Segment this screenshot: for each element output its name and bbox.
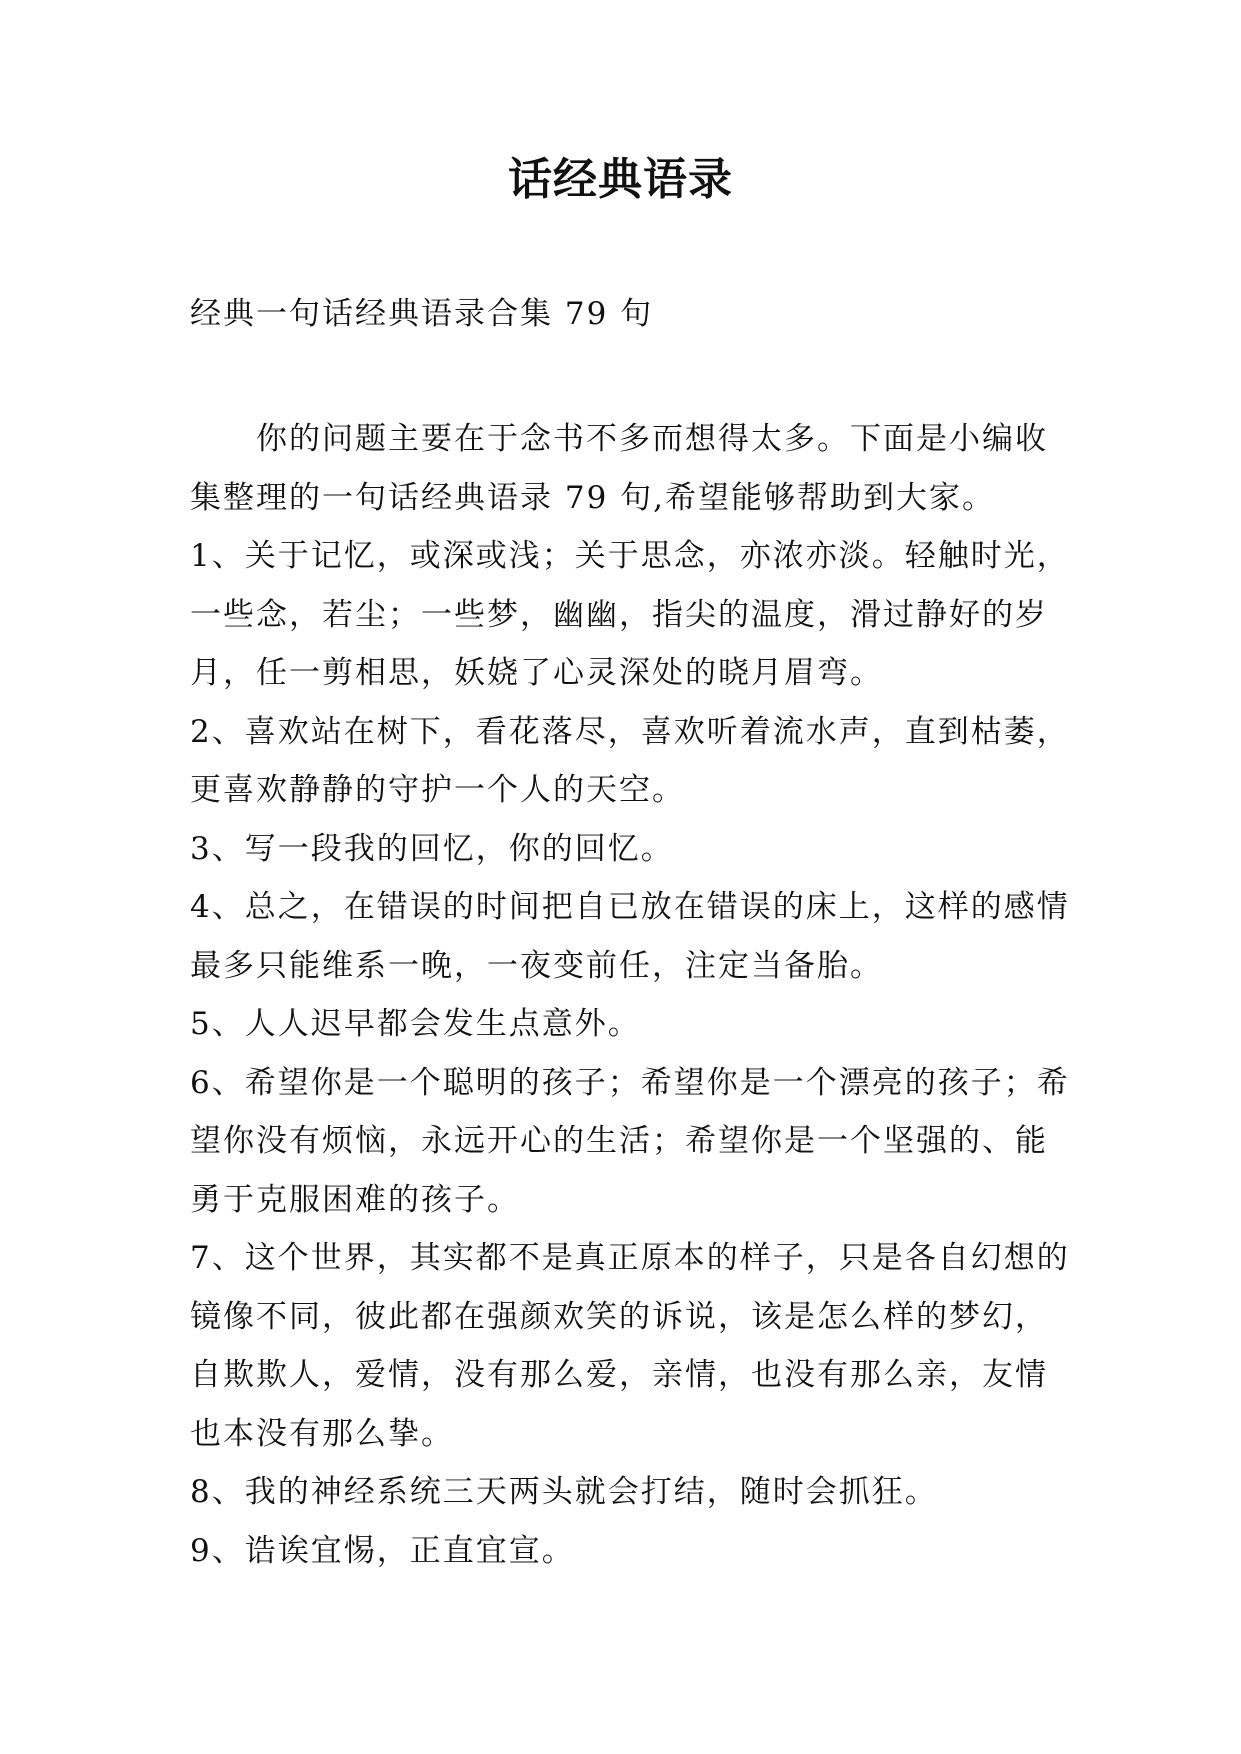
- quote-paragraph-4: 4、总之，在错误的时间把自已放在错误的床上，这样的感情最多只能维系一晚，一夜变前任，注定当备胎。: [190, 889, 1070, 984]
- quote-paragraph-6: 6、希望你是一个聪明的孩子；希望你是一个漂亮的孩子；希望你没有烦恼，永远开心的生活；希望你是一个坚强的、能勇于克服困难的孩子。: [190, 1064, 1070, 1218]
- document-title: 话经典语录: [508, 154, 733, 205]
- quote-paragraph-8: 8、我的神经系统三天两头就会打结，随时会抓狂。: [190, 1474, 938, 1510]
- quote-paragraph-9: 9、诰诶宜惕，正直宜宣。: [190, 1532, 575, 1569]
- document-body: [190, 410, 1070, 1580]
- quote-paragraph-7: 7、这个世界，其实都不是真正原本的样子，只是各自幻想的镜像不同，彼此都在强颜欢笑的诉说，该是怎么样的梦幻，自欺欺人，爱情，没有那么爱，亲情，也没有那么亲，友情也本没有那么挚。: [190, 1240, 1070, 1452]
- quote-paragraph-5: 5、人人迟早都会发生点意外。: [190, 1006, 641, 1042]
- document-subtitle: 经典一句话经典语录合集 79 句: [190, 296, 654, 332]
- intro-paragraph: 你的问题主要在于念书不多而想得太多。下面是小编收集整理的一句话经典语录 79 句,希望能够帮助到大家。: [190, 421, 1048, 516]
- quote-paragraph-2: 2、喜欢站在树下，看花落尽，喜欢听着流水声，直到枯萎，更喜欢静静的守护一个人的天空。: [190, 713, 1070, 808]
- quote-paragraph-3: 3、写一段我的回忆，你的回忆。: [190, 830, 674, 867]
- quote-paragraph-1: 1、关于记忆，或深或浅；关于思念，亦浓亦淡。轻触时光，一些念，若尘；一些梦，幽幽，指尖的温度，滑过静好的岁月，任一剪相思，妖娆了心灵深处的晓月眉弯。: [190, 538, 1070, 691]
